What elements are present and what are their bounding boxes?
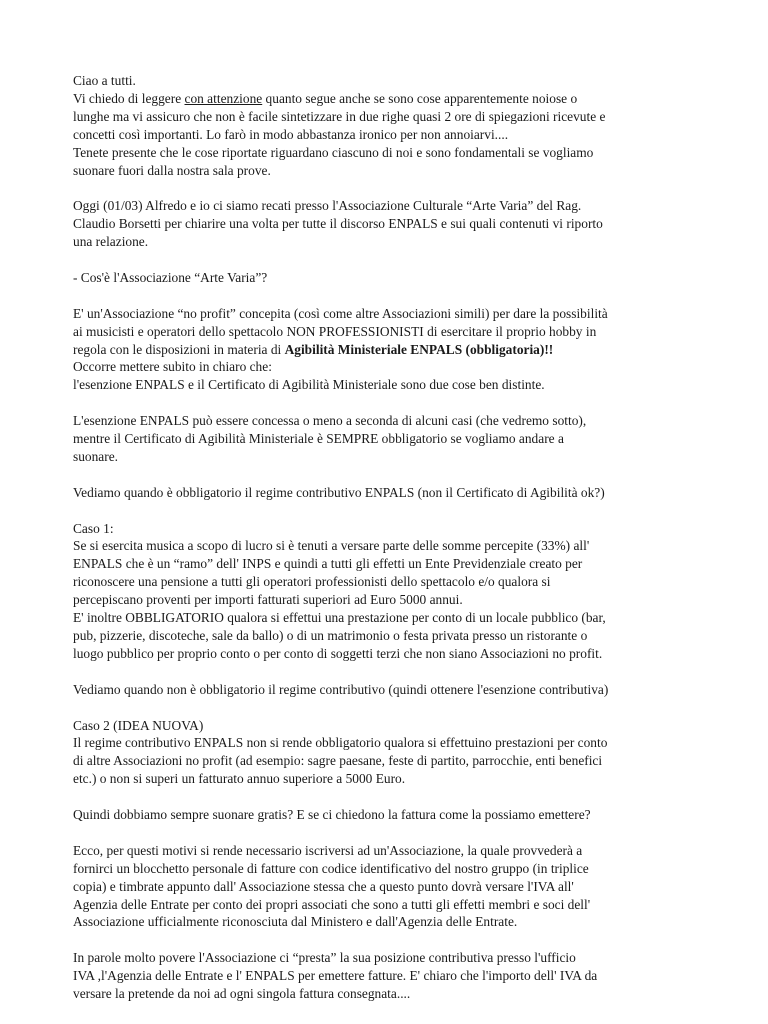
bold-text: Agibilità Ministeriale ENPALS (obbligatoria)!! <box>284 341 554 357</box>
paragraph-line: pub, pizzerie, discoteche, sale da ballo) o di un matrimonio o festa privata presso un ristorante o <box>73 628 588 643</box>
paragraph-line: fornirci un blocchetto personale di fatture con codice identificativo del nostro gruppo (in triplice <box>73 860 589 876</box>
intro-line: suonare fuori dalla nostra sala prove. <box>73 162 271 178</box>
noprofit-paragraph <box>73 305 709 395</box>
caso2-section <box>73 717 709 789</box>
paragraph-line: percepiscano proventi per importi fatturati superiori ad Euro 5000 annui. <box>73 592 463 608</box>
paragraph-line: Vediamo quando è obbligatorio il regime contributivo ENPALS (non il Certificato di Agibilità ok?) <box>73 484 605 500</box>
section-title: Caso 2 (IDEA NUOVA) <box>73 717 204 733</box>
paragraph-line: L'esenzione ENPALS può essere concessa o meno a seconda di alcuni casi (che vedremo sotto), <box>73 413 587 429</box>
intro-paragraph <box>73 72 709 179</box>
paragraph-line: copia) e timbrate appunto dall' Associazione stessa che a questo punto dovrà versare l'IVA all' <box>73 878 574 894</box>
paragraph-line: IVA ,l'Agenzia delle Entrate e l' ENPALS per emettere fatture. E' chiaro che l'importo dell' IVA da <box>73 968 598 984</box>
paragraph-line: Se si esercita musica a scopo di lucro si è tenuti a versare parte delle somme percepite (33%) all' <box>73 538 590 554</box>
caso1-section <box>73 520 709 663</box>
parole-paragraph <box>73 949 709 1003</box>
intro-line <box>73 90 709 108</box>
intro-text: Vi chiedo di leggere <box>73 90 185 106</box>
paragraph-line <box>73 341 709 359</box>
paragraph-line: Vediamo quando non è obbligatorio il regime contributivo (quindi ottenere l'esenzione contributiva) <box>73 681 609 697</box>
paragraph-line: luogo pubblico per proprio conto o per conto di soggetti terzi che non siano Associazioni no profit. <box>73 645 603 661</box>
paragraph-line: Ecco, per questi motivi si rende necessario iscriversi ad un'Associazione, la quale provvederà a <box>73 842 583 858</box>
paragraph-line: versare la pretende da noi ad ogni singola fattura consegnata.... <box>73 986 411 1002</box>
paragraph-line: etc.) o non si superi un fatturato annuo superiore a 5000 Euro. <box>73 771 406 787</box>
paragraph-line: In parole molto povere l'Associazione ci “presta” la sua posizione contributiva presso l'ufficio <box>73 950 576 966</box>
paragraph-line: di altre Associazioni no profit (ad esempio: sagre paesane, feste di partito, parrocchie, enti benefici <box>73 753 603 769</box>
ecco-paragraph <box>73 842 709 932</box>
oggi-paragraph <box>73 197 709 251</box>
esenzione-paragraph <box>73 412 709 466</box>
question-heading <box>73 806 709 824</box>
intro-text: quanto segue anche se sono cose apparentemente noiose o <box>262 90 578 106</box>
paragraph-line: suonare. <box>73 448 118 464</box>
paragraph-line: E' inoltre OBBLIGATORIO qualora si effettui una prestazione per conto di un locale pubblico (bar, <box>73 610 606 626</box>
paragraph-line: Agenzia delle Entrate per conto dei propri associati che sono a tutti gli effetti membri e soci dell' <box>73 896 591 912</box>
intro-line: concetti così importanti. Lo farò in modo abbastanza ironico per non annoiarvi.... <box>73 126 509 142</box>
question-heading <box>73 269 709 287</box>
question-text: - Cos'è l'Associazione “Arte Varia”? <box>73 269 268 285</box>
vediamo-non-obbligatorio <box>73 681 709 699</box>
paragraph-line: l'esenzione ENPALS e il Certificato di Agibilità Ministeriale sono due cose ben distinte. <box>73 377 545 393</box>
paragraph-line: ENPALS che è un “ramo” dell' INPS e quindi a tutti gli effetti un Ente Previdenziale creato per <box>73 556 583 572</box>
vediamo-obbligatorio <box>73 484 709 502</box>
paragraph-line: Associazione ufficialmente riconosciuta dal Ministero e dall'Agenzia delle Entrate. <box>73 914 518 930</box>
paragraph-line: Il regime contributivo ENPALS non si rende obbligatorio qualora si effettuino prestazioni per conto <box>73 735 608 751</box>
paragraph-line: Occorre mettere subito in chiaro che: <box>73 359 272 375</box>
section-title: Caso 1: <box>73 520 114 536</box>
paragraph-line: E' un'Associazione “no profit” concepita (così come altre Associazioni simili) per dare la possibilità <box>73 305 608 321</box>
paragraph-text: regola con le disposizioni in materia di <box>73 341 285 357</box>
intro-line: Ciao a tutti. <box>73 73 136 88</box>
document-body <box>73 72 709 1003</box>
paragraph-line: Claudio Borsetti per chiarire una volta per tutte il discorso ENPALS e sui quali contenuti vi riporto <box>73 216 603 232</box>
paragraph-line: ai musicisti e operatori dello spettacolo NON PROFESSIONISTI di esercitare il proprio hobby in <box>73 323 597 339</box>
paragraph-line: mentre il Certificato di Agibilità Ministeriale è SEMPRE obbligatorio se vogliamo andare a <box>73 431 564 447</box>
intro-line: Tenete presente che le cose riportate riguardano ciascuno di noi e sono fondamentali se vogliamo <box>73 144 594 160</box>
question-text: Quindi dobbiamo sempre suonare gratis? E se ci chiedono la fattura come la possiamo emettere? <box>73 807 591 823</box>
intro-line: lunghe ma vi assicuro che non è facile sintetizzare in due righe quasi 2 ore di spiegazioni ricevute e <box>73 108 606 124</box>
paragraph-line: una relazione. <box>73 234 149 250</box>
underlined-text: con attenzione <box>184 90 263 106</box>
paragraph-line: Oggi (01/03) Alfredo e io ci siamo recati presso l'Associazione Culturale “Arte Varia” del Rag. <box>73 198 582 214</box>
paragraph-line: riconoscere una pensione a tutti gli operatori professionisti dello spettacolo e/o qualora si <box>73 574 551 590</box>
